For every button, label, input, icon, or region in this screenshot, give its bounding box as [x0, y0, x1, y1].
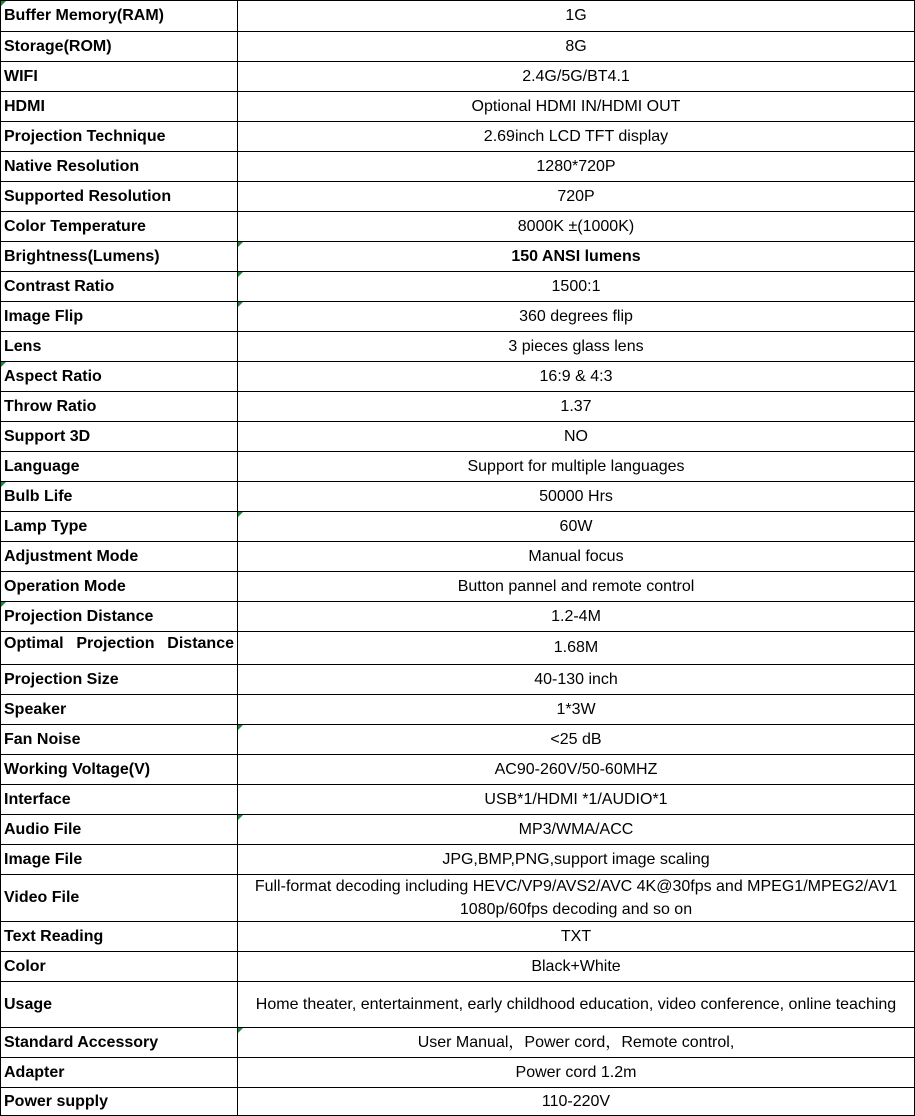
spec-key: Power supply — [1, 1088, 238, 1116]
spec-row-buffer-memory-ram — [1, 1, 915, 32]
cell-marker-icon — [238, 512, 243, 517]
spec-row-storage-rom — [1, 32, 915, 62]
cell-marker-icon — [1, 482, 6, 487]
spec-key: Storage(ROM) — [1, 32, 238, 62]
spec-key: Projection Technique — [1, 122, 238, 152]
spec-key: Video File — [1, 875, 238, 922]
spec-row-image-flip — [1, 302, 915, 332]
spec-row-brightness-lumens — [1, 242, 915, 272]
spec-row-supported-resolution — [1, 182, 915, 212]
spec-row-native-resolution — [1, 152, 915, 182]
spec-row-working-voltage-v — [1, 755, 915, 785]
spec-value: 8G — [238, 32, 915, 62]
spec-key: Projection Size — [1, 665, 238, 695]
spec-value: USB*1/HDMI *1/AUDIO*1 — [238, 785, 915, 815]
spec-key: Color Temperature — [1, 212, 238, 242]
spec-value: 2.4G/5G/BT4.1 — [238, 62, 915, 92]
spec-value: 1280*720P — [238, 152, 915, 182]
spec-key: Native Resolution — [1, 152, 238, 182]
spec-key: HDMI — [1, 92, 238, 122]
spec-row-language — [1, 452, 915, 482]
spec-row-speaker — [1, 695, 915, 725]
spec-value: AC90-260V/50-60MHZ — [238, 755, 915, 785]
spec-value: 360 degrees flip — [238, 302, 915, 332]
spec-value: Black+White — [238, 952, 915, 982]
spec-row-wifi — [1, 62, 915, 92]
spec-value: 150 ANSI lumens — [238, 242, 915, 272]
spec-row-bulb-life — [1, 482, 915, 512]
spec-value: 1.37 — [238, 392, 915, 422]
spec-row-throw-ratio — [1, 392, 915, 422]
spec-key: Text Reading — [1, 922, 238, 952]
spec-value: Support for multiple languages — [238, 452, 915, 482]
spec-key: Lamp Type — [1, 512, 238, 542]
spec-value: 1*3W — [238, 695, 915, 725]
spec-key: Brightness(Lumens) — [1, 242, 238, 272]
spec-key: Throw Ratio — [1, 392, 238, 422]
spec-key: Optimal Projection Distance — [1, 632, 238, 665]
spec-row-hdmi — [1, 92, 915, 122]
spec-value: 110-220V — [238, 1088, 915, 1116]
spec-key: Contrast Ratio — [1, 272, 238, 302]
spec-value: 50000 Hrs — [238, 482, 915, 512]
spec-value: User Manual，Power cord，Remote control, — [238, 1028, 915, 1058]
spec-key: Audio File — [1, 815, 238, 845]
spec-key: Working Voltage(V) — [1, 755, 238, 785]
spec-row-color-temperature — [1, 212, 915, 242]
cell-marker-icon — [1, 602, 6, 607]
spec-key: Standard Accessory — [1, 1028, 238, 1058]
spec-value: 720P — [238, 182, 915, 212]
spec-row-support-3d — [1, 422, 915, 452]
spec-value: TXT — [238, 922, 915, 952]
spec-value: 1500:1 — [238, 272, 915, 302]
spec-value: 1.2-4M — [238, 602, 915, 632]
spec-key: Bulb Life — [1, 482, 238, 512]
cell-marker-icon — [238, 242, 243, 247]
spec-key: Speaker — [1, 695, 238, 725]
spec-key: Interface — [1, 785, 238, 815]
spec-key: Usage — [1, 982, 238, 1028]
spec-key: Supported Resolution — [1, 182, 238, 212]
spec-row-lens — [1, 332, 915, 362]
spec-value: <25 dB — [238, 725, 915, 755]
spec-value: 1G — [238, 1, 915, 32]
spec-table-body — [1, 1, 915, 1116]
spec-row-audio-file — [1, 815, 915, 845]
spec-row-power-supply — [1, 1088, 915, 1116]
cell-marker-icon — [238, 272, 243, 277]
spec-key: Image Flip — [1, 302, 238, 332]
cell-marker-icon — [238, 725, 243, 730]
spec-row-adapter — [1, 1058, 915, 1088]
cell-marker-icon — [238, 302, 243, 307]
spec-value: Optional HDMI IN/HDMI OUT — [238, 92, 915, 122]
spec-row-projection-technique — [1, 122, 915, 152]
spec-value: Button pannel and remote control — [238, 572, 915, 602]
spec-value: 16:9 & 4:3 — [238, 362, 915, 392]
spec-key: WIFI — [1, 62, 238, 92]
spec-key: Adjustment Mode — [1, 542, 238, 572]
cell-marker-icon — [238, 1028, 243, 1033]
spec-row-text-reading — [1, 922, 915, 952]
spec-value: Full-format decoding including HEVC/VP9/AVS2/AVC 4K@30fps and MPEG1/MPEG2/AV1 1080p/60fps decoding and so on — [238, 875, 915, 922]
spec-value: Home theater, entertainment, early childhood education, video conference, online teaching — [238, 982, 915, 1028]
cell-marker-icon — [238, 815, 243, 820]
spec-key: Buffer Memory(RAM) — [1, 1, 238, 32]
spec-value: JPG,BMP,PNG,support image scaling — [238, 845, 915, 875]
spec-row-aspect-ratio — [1, 362, 915, 392]
spec-value: 3 pieces glass lens — [238, 332, 915, 362]
spec-value: 60W — [238, 512, 915, 542]
cell-marker-icon — [1, 1, 6, 6]
spec-value: NO — [238, 422, 915, 452]
spec-row-color — [1, 952, 915, 982]
spec-value: 2.69inch LCD TFT display — [238, 122, 915, 152]
spec-value: Manual focus — [238, 542, 915, 572]
spec-key: Adapter — [1, 1058, 238, 1088]
spec-key: Aspect Ratio — [1, 362, 238, 392]
spec-value: 1.68M — [238, 632, 915, 665]
spec-row-adjustment-mode — [1, 542, 915, 572]
spec-row-fan-noise — [1, 725, 915, 755]
spec-row-operation-mode — [1, 572, 915, 602]
spec-value: MP3/WMA/ACC — [238, 815, 915, 845]
spec-row-video-file — [1, 875, 915, 922]
spec-row-projection-distance — [1, 602, 915, 632]
spec-row-usage — [1, 982, 915, 1028]
spec-row-image-file — [1, 845, 915, 875]
spec-key: Image File — [1, 845, 238, 875]
spec-key: Language — [1, 452, 238, 482]
spec-row-interface — [1, 785, 915, 815]
spec-key: Color — [1, 952, 238, 982]
spec-row-lamp-type — [1, 512, 915, 542]
spec-value: 8000K ±(1000K) — [238, 212, 915, 242]
spec-value: Power cord 1.2m — [238, 1058, 915, 1088]
spec-key: Projection Distance — [1, 602, 238, 632]
spec-key: Operation Mode — [1, 572, 238, 602]
spec-row-optimal-projection-distance — [1, 632, 915, 665]
spec-row-projection-size — [1, 665, 915, 695]
cell-marker-icon — [1, 362, 6, 367]
spec-key: Support 3D — [1, 422, 238, 452]
spec-row-standard-accessory — [1, 1028, 915, 1058]
spec-value: 40-130 inch — [238, 665, 915, 695]
spec-key: Fan Noise — [1, 725, 238, 755]
spec-key: Lens — [1, 332, 238, 362]
spec-row-contrast-ratio — [1, 272, 915, 302]
